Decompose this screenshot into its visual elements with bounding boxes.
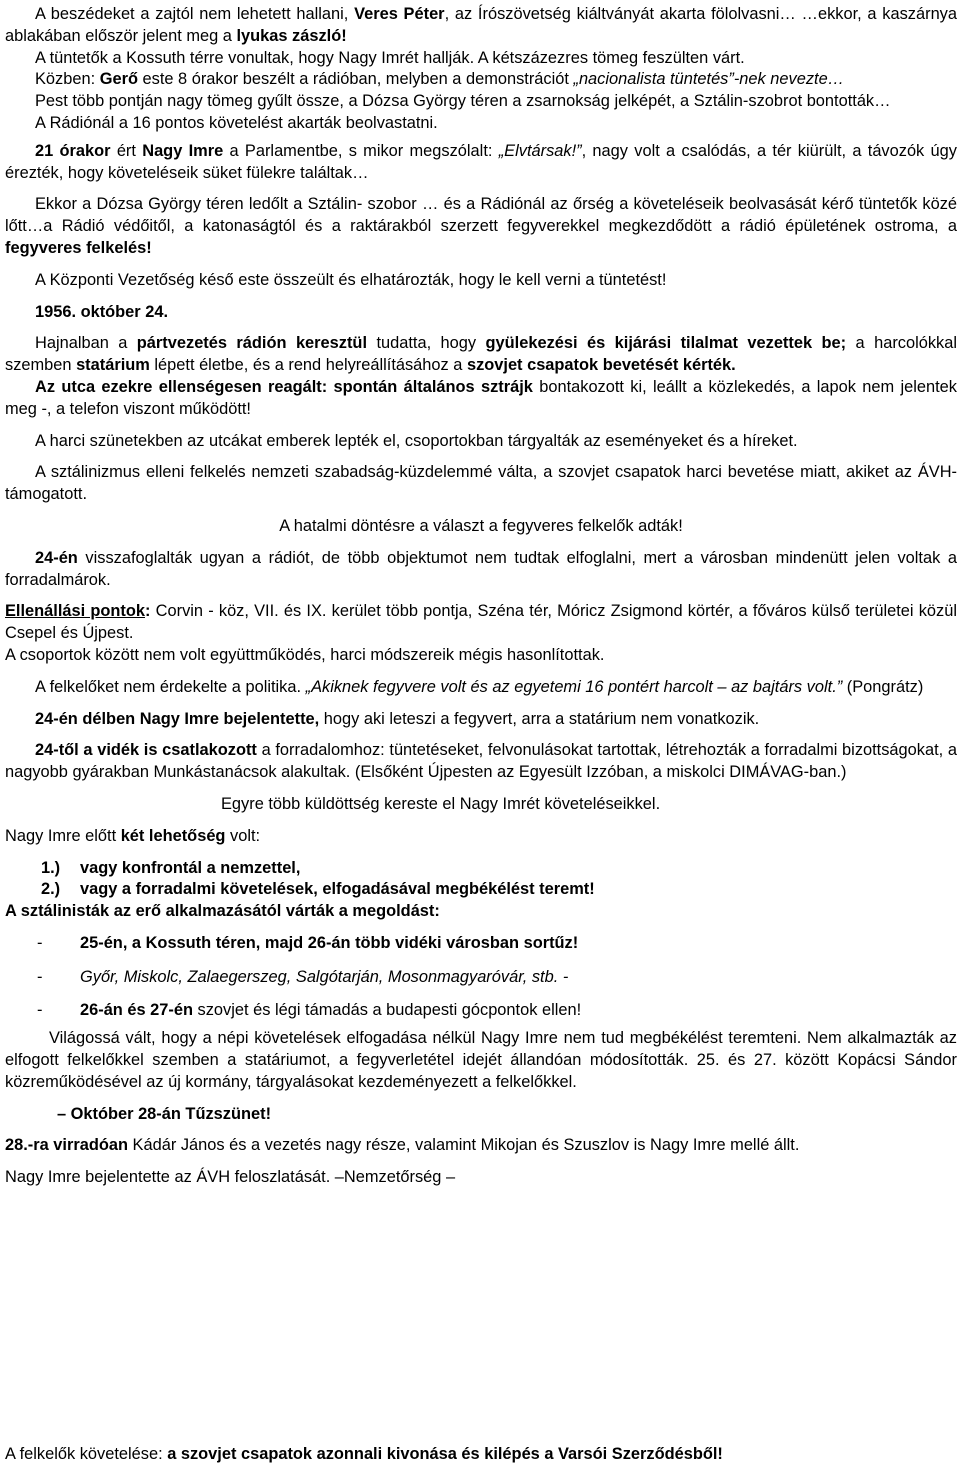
italic-quote: „Akiknek fegyvere volt és az egyetemi 16 pontért harcolt – az bajtárs volt.” bbox=[305, 677, 843, 696]
list-item-text: 25-én, a Kossuth téren, majd 26-án több vidéki városban sortűz! bbox=[80, 933, 579, 952]
bold-text: lyukas zászló! bbox=[236, 26, 347, 45]
paragraph-fighting-pauses: A harci szünetekben az utcákat emberek lepték el, csoportokban tárgyalták az eseményeket és a híreket. bbox=[35, 431, 798, 450]
list-item bbox=[5, 967, 957, 989]
bold-text: 24-től a vidék is csatlakozott bbox=[35, 741, 257, 760]
list-item-text: Győr, Miskolc, Zalaegerszeg, Salgótarján, Mosonmagyaróvár, stb. - bbox=[80, 967, 569, 986]
text-run: Corvin - köz, VII. és IX. kerület több pontja, Széna tér, Móricz Zsigmond körtér, a főváros külső területei közül Csepel és Újpest. bbox=[5, 602, 957, 643]
paragraph-delegations: Egyre több küldöttség kereste el Nagy Imrét követeléseikkel. bbox=[221, 794, 661, 813]
paragraph-veres-peter bbox=[5, 4, 957, 48]
text-run: bontakozott ki, leállt a közlekedés, a lapok nem jelentek meg -, a telefon viszont működött! bbox=[5, 377, 957, 418]
text-run: hogy aki leteszi a fegyvert, arra a statárium nem vonatkozik. bbox=[319, 709, 760, 728]
bold-text: fegyveres felkelés! bbox=[5, 238, 152, 257]
bold-text: Veres Péter bbox=[354, 5, 445, 23]
text-run: este 8 órakor beszélt a rádióban, melyben a demonstrációt bbox=[137, 70, 574, 89]
paragraph-kadar bbox=[5, 1135, 957, 1157]
list-item bbox=[5, 879, 957, 901]
text-run: visszafoglalták ugyan a rádiót, de több objektumot nem tudtak elfoglalni, mert a városban mindenütt jelen voltak a forradalmárok. bbox=[5, 548, 957, 589]
bold-text: 21 órakor bbox=[35, 141, 111, 160]
text-run: szovjet és légi támadás a budapesti gócpontok ellen! bbox=[192, 1001, 582, 1020]
text-run: ért bbox=[110, 141, 143, 160]
text-run: a forradalomhoz: tüntetéseket, felvonulásokat tartottak, létrehozták a forradalmi bizottságokat, a nagyobb gyárakban Munkástanácsok alakultak. (Elsőként Újpesten az Egyesült Izzóban, a miskolci DIMÁVAG-ban.) bbox=[5, 741, 957, 782]
bold-text: Nagy Imre bbox=[142, 141, 224, 160]
paragraph-stalinists bbox=[5, 901, 957, 923]
list-item bbox=[5, 1000, 957, 1022]
text-run: tudatta, hogy bbox=[367, 334, 486, 353]
paragraph-negotiations: Világossá vált, hogy a népi követelések elfogadása nélkül Nagy Imre nem tud megbékélést teremteni. Nem alkalmazták az elfogott felkelőkkel szemben a statáriumot, a fegyverletétel idejét állandóan módosították. 25. és 27. között Kopácsi Sándor közreműködésével az új kormány, tárgyalásokat kezdeményezett a felkelőkkel. bbox=[5, 1029, 957, 1091]
bold-text: 26-án és 27-én bbox=[80, 1001, 193, 1020]
list-item bbox=[5, 933, 957, 955]
text-run: Ekkor a Dózsa György téren ledőlt a Sztálin- szobor … és a Rádiónál az őrség a követeléseik beolvasását kérő tüntetők közé lőtt…a Rádió védőitől, a katonaságtól és a raktárakból szerzett fegyverekkel megkezdődött a rádió épületének ostroma, a bbox=[5, 195, 957, 236]
paragraph-ceasefire bbox=[5, 1104, 957, 1126]
text-run: Nagy Imre előtt bbox=[5, 826, 121, 845]
date-heading-text: 1956. október 24. bbox=[35, 302, 169, 321]
list-number: 1.) bbox=[41, 858, 61, 877]
list-dash: - bbox=[37, 933, 43, 952]
text-run: a harcolókkal szemben bbox=[5, 334, 957, 375]
text-run: A felkelők követelése: bbox=[5, 1445, 168, 1463]
list-number: 2.) bbox=[41, 880, 61, 899]
bold-text: pártvezetés rádión keresztül bbox=[136, 334, 368, 353]
paragraph-freedom-struggle: A sztálinizmus elleni felkelés nemzeti szabadság-küzdelemmé válta, a szovjet csapatok harci bevetése miatt, akiket az ÁVH- támogatott. bbox=[5, 463, 957, 504]
paragraph-central-leadership: A Központi Vezetőség késő este összeült és elhatározták, hogy le kell verni a tüntetést! bbox=[35, 270, 667, 289]
list-dash: - bbox=[37, 967, 43, 986]
paragraph-countryside-joined bbox=[5, 740, 957, 784]
text-run: A felkelőket nem érdekelte a politika. bbox=[35, 677, 306, 696]
list-item-text: vagy konfrontál a nemzettel, bbox=[80, 858, 301, 877]
list-dash: - bbox=[37, 1001, 43, 1020]
paragraph-no-cooperation: A csoportok között nem volt együttműködés, harci módszereik mégis hasonlítottak. bbox=[5, 645, 605, 664]
list-item-text: vagy a forradalmi követelések, elfogadásával megbékélést teremt! bbox=[80, 880, 595, 899]
paragraph-stalin-statue bbox=[5, 194, 957, 259]
bold-text: 24-én bbox=[35, 548, 78, 567]
paragraph-pongratz-quote bbox=[5, 677, 957, 699]
text-run: Kádár János és a vezetés nagy része, valamint Mikojan és Szuszlov is Nagy Imre mellé állt. bbox=[128, 1136, 800, 1155]
text-run: , nagy volt a csalódás, a tér kiürült, a távozók úgy érezték, hogy követeléseik süket fülekre találtak… bbox=[5, 141, 957, 182]
options-list bbox=[5, 858, 957, 902]
text-run: Hajnalban a bbox=[35, 334, 137, 353]
paragraph-nagy-imre-parliament bbox=[5, 141, 957, 185]
paragraph-final-demands bbox=[5, 1444, 957, 1465]
paragraph-radio-demands: A Rádiónál a 16 pontos követelést akarták beolvastatni. bbox=[35, 113, 438, 132]
italic-text: „Elvtársak!” bbox=[498, 141, 582, 160]
bold-text: : bbox=[145, 602, 151, 621]
bold-text: – Október 28-án Tűzszünet! bbox=[57, 1104, 272, 1123]
bold-underlined-text: Ellenállási pontok bbox=[5, 602, 145, 621]
date-heading bbox=[5, 302, 957, 324]
bold-text: két lehetőség bbox=[120, 826, 226, 845]
text-run: a Parlamentbe, s mikor megszólalt: bbox=[223, 141, 499, 160]
italic-text: „nacionalista tüntetés”-nek nevezte… bbox=[573, 70, 845, 89]
bold-text: 28.-ra virradóan bbox=[5, 1136, 128, 1155]
paragraph-radio-recaptured bbox=[5, 548, 957, 592]
text-run: (Pongrátz) bbox=[842, 677, 924, 696]
bold-text: Az utca ezekre ellenségesen reagált: spontán általános sztrájk bbox=[35, 377, 533, 396]
paragraph-general-strike bbox=[5, 377, 957, 421]
paragraph-armed-answer: A hatalmi döntésre a választ a fegyveres felkelők adták! bbox=[279, 516, 683, 535]
bold-text: 24-én délben Nagy Imre bejelentette, bbox=[35, 709, 320, 728]
list-item bbox=[5, 858, 957, 880]
text-run: lépett életbe, és a rend helyreállításához a bbox=[149, 356, 467, 375]
bold-text: statárium bbox=[76, 356, 150, 375]
paragraph-pest-crowd: Pest több pontján nagy tömeg gyűlt össze, a Dózsa György téren a zsarnokság jelképét, a Sztálin-szobrot bontották… bbox=[35, 92, 891, 111]
text-run: , az Írószövetség kiáltványát akarta fölolvasni… …ekkor, a kaszárnya ablakában először jelent meg a bbox=[5, 5, 957, 45]
bold-text: szovjet csapatok bevetését kérték. bbox=[466, 356, 736, 375]
paragraph-avh-dissolved: Nagy Imre bejelentette az ÁVH feloszlatását. –Nemzetőrség – bbox=[5, 1168, 456, 1187]
bold-text: A sztálinisták az erő alkalmazásától várták a megoldást: bbox=[5, 902, 440, 921]
bold-text: gyülekezési és kijárási tilalmat vezettek be; bbox=[485, 334, 847, 353]
paragraph-dawn-announcement bbox=[5, 333, 957, 377]
paragraph-kossuth-ter: A tüntetők a Kossuth térre vonultak, hogy Nagy Imrét hallják. A kétszázezres tömeg feszülten várt. bbox=[35, 48, 745, 67]
document-page bbox=[5, 4, 957, 1189]
paragraph-gero-speech bbox=[5, 69, 957, 91]
paragraph-noon-announcement bbox=[5, 709, 957, 731]
text-run: A beszédeket a zajtól nem lehetett hallani, bbox=[35, 5, 355, 23]
bold-text: Gerő bbox=[99, 70, 138, 89]
paragraph-resistance-points bbox=[5, 601, 957, 645]
bold-text: a szovjet csapatok azonnali kivonása és kilépés a Varsói Szerződésből! bbox=[167, 1445, 723, 1463]
text-run: Közben: bbox=[35, 70, 100, 89]
text-run: volt: bbox=[225, 826, 261, 845]
dash-list bbox=[5, 933, 957, 1022]
paragraph-two-options bbox=[5, 826, 957, 848]
